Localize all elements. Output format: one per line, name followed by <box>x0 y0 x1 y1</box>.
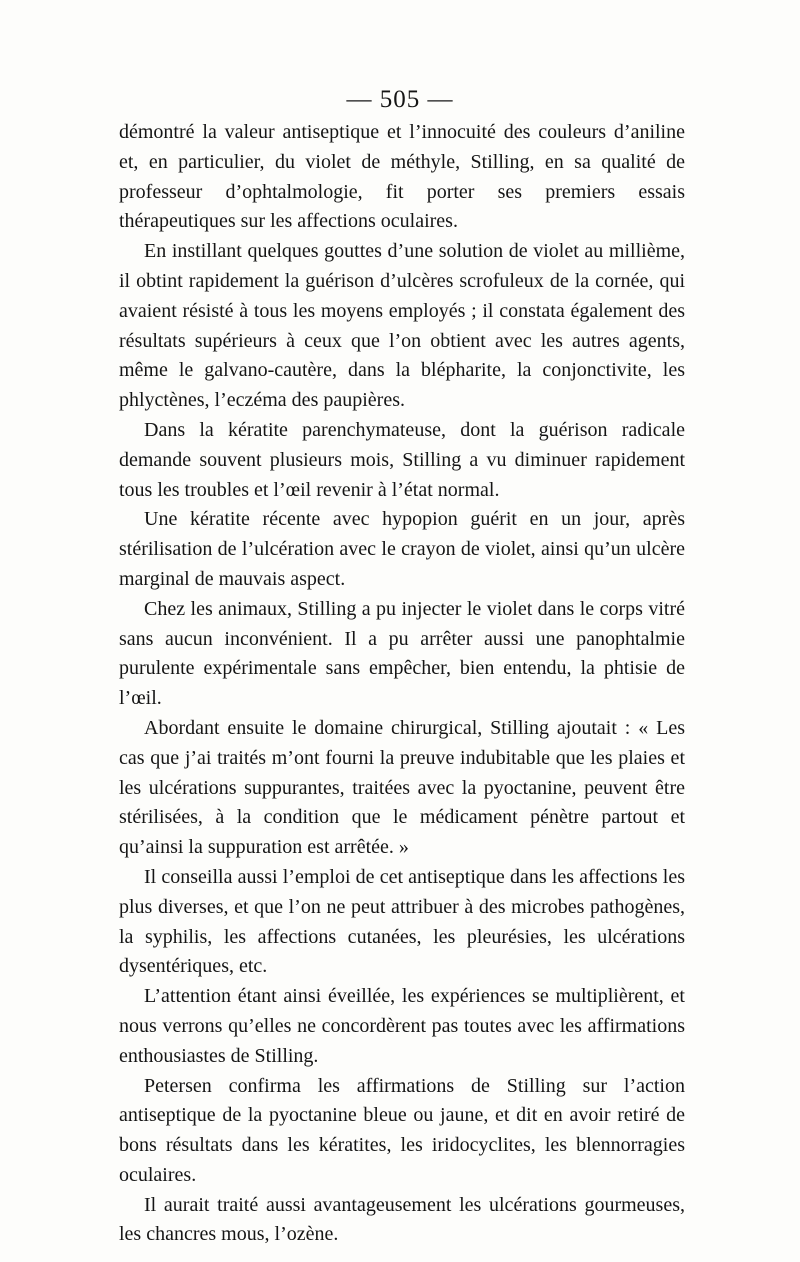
paragraph: Dans la kératite parenchymateuse, dont la guérison radicale demande souvent plusieurs mois, Stilling a vu diminuer rapidement tous les troubles et l’œil revenir à l’état normal. <box>119 418 685 501</box>
paragraph: En instillant quelques gouttes d’une solution de violet au millième, il obtint rapidement la guérison d’ulcères scrofuleux de la cornée, qui avaient résisté à tous les moyens employés ; il constata également des résultats supérieurs à ceux que l’on obtient avec les autres agents, même le galvano-cautère, dans la blépharite, la conjonctivite, les phlyctènes, l’eczéma des paupières. <box>119 240 685 412</box>
paragraph: L’attention étant ainsi éveillée, les expériences se multiplièrent, et nous verrons qu’elles ne concordèrent pas toutes avec les affirmations enthousiastes de Stilling. <box>119 985 685 1067</box>
body-text <box>119 118 685 1250</box>
paragraph: Abordant ensuite le domaine chirurgical, Stilling ajoutait : « Les cas que j’ai traités m’ont fourni la preuve indubitable que les plaies et les ulcérations suppurantes, traitées avec la pyoctanine, peuvent être stérilisées, à la condition que le médicament pénètre partout et qu’ainsi la suppuration est arrêtée. » <box>119 716 685 859</box>
paragraph: Il conseilla aussi l’emploi de cet antiseptique dans les affections les plus diverses, et que l’on ne peut attribuer à des microbes pathogènes, la syphilis, les affections cutanées, les pleurésies, les ulcérations dysentériques, etc. <box>119 865 685 978</box>
paragraph: Une kératite récente avec hypopion guérit en un jour, après stérilisation de l’ulcération avec le crayon de violet, ainsi qu’un ulcère marginal de mauvais aspect. <box>119 508 685 590</box>
paragraph: démontré la valeur antiseptique et l’innocuité des couleurs d’aniline et, en particulier, du violet de méthyle, Stilling, en sa qualité de professeur d’ophtalmologie, fit porter ses premiers essais thérapeutiques sur les affections oculaires. <box>119 121 685 233</box>
paragraph: Il aurait traité aussi avantageusement les ulcérations gourmeuses, les chancres mous, l’ozène. <box>119 1193 685 1246</box>
paragraph: Chez les animaux, Stilling a pu injecter le violet dans le corps vitré sans aucun inconvénient. Il a pu arrêter aussi une panophtalmie purulente expérimentale sans empêcher, bien entendu, la phtisie de l’œil. <box>119 597 685 710</box>
paragraph: Petersen confirma les affirmations de Stilling sur l’action antiseptique de la pyoctanine bleue ou jaune, et dit en avoir retiré de bons résultats dans les kératites, les iridocyclites, les blennorragies oculaires. <box>119 1074 685 1186</box>
page-number: — 505 — <box>346 86 454 113</box>
